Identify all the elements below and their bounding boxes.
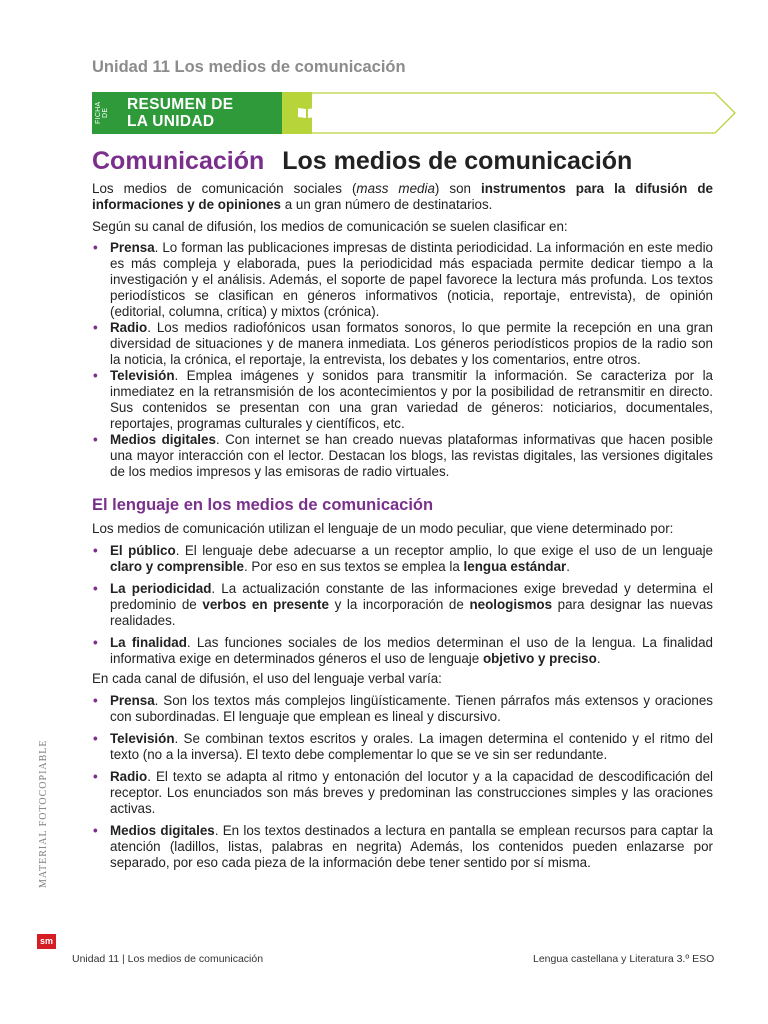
banner-title <box>127 96 287 130</box>
summary-banner <box>92 92 737 134</box>
list-item-term: Televisión <box>110 731 175 746</box>
list-item-text: . El texto se adapta al ritmo y entonación del locutor y a la capacidad de descodificación del receptor. Los enunciados son más breves y predominan las construcciones simples y las oraciones activas. <box>110 769 713 816</box>
list-item-term: La finalidad <box>110 635 187 650</box>
footer-left: Unidad 11 | Los medios de comunicación <box>72 953 264 965</box>
intro-italic: mass media <box>356 181 435 196</box>
list-item-text: . <box>566 559 570 574</box>
list-item-text: . <box>596 651 601 666</box>
intro-text: Los medios de comunicación sociales ( <box>92 181 357 196</box>
list-item-text: . Con internet se han creado nuevas plataformas informativas que hacen posible una mayor interacción con el lector. Destacan los blogs, las revistas digitales, las versiones digitales de los medios impresos y las emisoras de radio virtuales. <box>110 432 713 479</box>
list-item-text: . Las funciones sociales de los medios determinan el uso de la lengua. La finalidad informativa exige en determinados géneros el uso de lenguaje <box>110 635 713 666</box>
list-item-text: . La actualización constante de las informaciones exige brevedad y determina el predominio de <box>110 581 713 612</box>
section2-intro: Los medios de comunicación utilizan el lenguaje de un modo peculiar, que viene determinado por: <box>92 521 674 536</box>
list-item-bold: lengua estándar <box>463 559 567 574</box>
banner-ficha-label: FICHA DE <box>95 101 109 125</box>
list-item <box>92 635 713 667</box>
list-item <box>92 368 713 432</box>
list-item-term: Prensa <box>110 693 155 708</box>
banner-title-line1: RESUMEN DE <box>127 96 234 113</box>
list-item-text: . Se combinan textos escritos y orales. La imagen determina el contenido y el ritmo del texto (no a la inversa). El texto debe complementar lo que se ve sin ser redundante. <box>110 731 713 762</box>
unit-header: Unidad 11 Los medios de comunicación <box>92 58 406 76</box>
title-main: Los medios de comunicación <box>282 147 633 175</box>
list-item <box>92 823 713 871</box>
language-factors-list <box>92 543 713 667</box>
classify-intro: Según su canal de difusión, los medios de comunicación se suelen clasificar en: <box>92 219 568 234</box>
intro-text: a un gran número de destinatarios. <box>281 197 493 212</box>
list-item-bold: neologismos <box>469 597 553 612</box>
list-item-term: El público <box>110 543 176 558</box>
list-item <box>92 320 713 368</box>
list-item-text: y la incorporación de <box>328 597 470 612</box>
channels-list <box>92 693 713 871</box>
list-item <box>92 543 713 575</box>
list-item-term: Medios digitales <box>110 432 216 447</box>
sm-logo: sm <box>37 934 56 949</box>
footer-right: Lengua castellana y Literatura 3.º ESO <box>533 953 715 965</box>
list-item-text: . Son los textos más complejos lingüísticamente. Tienen párrafos más extensos y oraciones con subordinadas. El lenguaje que emplean es lineal y discursivo. <box>110 693 713 724</box>
list-item-bold: claro y comprensible <box>110 559 244 574</box>
list-item-text: para designar las nuevas realidades. <box>110 597 713 628</box>
list-item-term: La periodicidad <box>110 581 212 596</box>
list-item <box>92 731 713 763</box>
list-item <box>92 581 713 629</box>
list-item-term: Televisión <box>110 368 175 383</box>
list-item <box>92 240 713 320</box>
page-title <box>92 147 632 176</box>
media-types-list <box>92 240 713 480</box>
banner-title-line2: LA UNIDAD <box>127 113 215 130</box>
banner-arrow-outline <box>312 92 737 134</box>
list-item <box>92 432 713 480</box>
list-item-text: . Emplea imágenes y sonidos para transmitir la información. Se caracteriza por la inmediatez en la retransmisión de los acontecimientos y por la posibilidad de retransmitir en directo. Sus contenidos se presentan con una gran variedad de géneros: noticiarios, documentales, reportajes, programas culturales y científicos, etc. <box>110 368 713 431</box>
intro-text: ) son <box>434 181 481 196</box>
list-item-bold: verbos en presente <box>202 597 329 612</box>
list-item-text: . Los medios radiofónicos usan formatos sonoros, lo que permite la recepción en una gran diversidad de situaciones y de manera inmediata. Los géneros periodísticos propios de la radio son la noticia, la crónica, el reportaje, la entrevista, los debates y los comentarios, entre otros. <box>110 320 713 367</box>
intro-bold: instrumentos para la difusión de informaciones y de opiniones <box>92 181 713 212</box>
list-item-term: Prensa <box>110 240 155 255</box>
list-item-text: . Lo forman las publicaciones impresas de distinta periodicidad. La información en este medio es más compleja y elaborada, pues la periodicidad más espaciada permite dedicar tiempo a la investigación y el análisis. Además, el soporte de papel favorece la lectura más profunda. Los textos periodísticos se clasifican en géneros informativos (noticia, reportaje, entrevista), de opinión (editorial, columna, crítica) y mixtos (crónica). <box>110 240 713 319</box>
list-item <box>92 769 713 817</box>
channel-intro: En cada canal de difusión, el uso del lenguaje verbal varía: <box>92 671 442 686</box>
list-item-bold: objetivo y preciso <box>482 651 597 666</box>
intro-paragraph <box>92 181 713 213</box>
list-item <box>92 693 713 725</box>
list-item-term: Radio <box>110 320 148 335</box>
photocopiable-label: MATERIAL FOTOCOPIABLE <box>38 739 49 888</box>
list-item-text: . Por eso en sus textos se emplea la <box>243 559 464 574</box>
list-item-text: . En los textos destinados a lectura en pantalla se emplean recursos para captar la atención (ladillos, listas, palabras en negrita) Además, los contenidos pueden enlazarse por separado, por eso cada pieza de la información debe tener sentido por sí misma. <box>110 823 714 870</box>
list-item-term: Radio <box>110 769 148 784</box>
list-item-text: . El lenguaje debe adecuarse a un receptor amplio, lo que exige el uso de un lenguaje <box>175 543 714 558</box>
list-item-term: Medios digitales <box>110 823 215 838</box>
title-category: Comunicación <box>92 147 265 175</box>
content <box>92 181 713 871</box>
section-heading: El lenguaje en los medios de comunicación <box>92 496 434 514</box>
